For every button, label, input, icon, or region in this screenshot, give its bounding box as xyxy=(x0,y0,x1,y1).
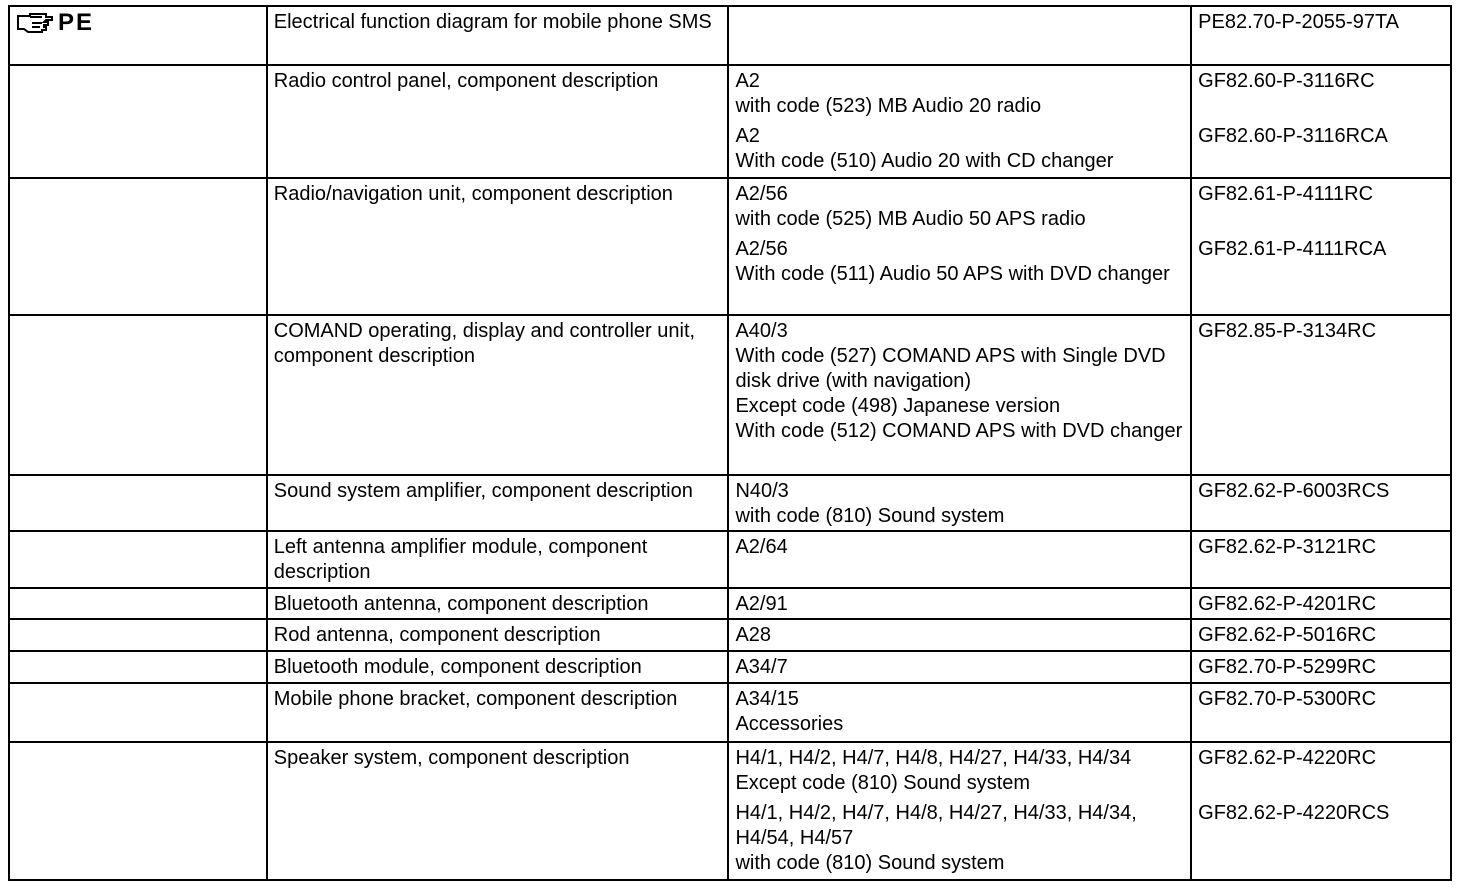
document-cell xyxy=(1191,315,1451,475)
description-cell: Bluetooth antenna, component description xyxy=(267,588,729,619)
component-line: A28 xyxy=(735,624,772,646)
component-line: With code (510) Audio 20 with CD changer xyxy=(735,150,1114,172)
component-entry xyxy=(735,124,1185,174)
ref-type-cell xyxy=(9,315,267,475)
pointing-hand-icon xyxy=(16,12,54,34)
component-entry xyxy=(735,623,1185,648)
component-line: Except code (498) Japanese version xyxy=(735,395,1061,417)
document-reference-link[interactable]: GF82.70-P-5300RC xyxy=(1198,688,1377,710)
description-cell: Radio/navigation unit, component description xyxy=(267,178,729,315)
document-reference-link[interactable]: GF82.85-P-3134RC xyxy=(1198,320,1377,342)
component-cell xyxy=(728,178,1191,315)
table-row xyxy=(9,588,1451,619)
component-line: with code (810) Sound system xyxy=(735,852,1005,874)
document-cell xyxy=(1191,742,1451,880)
document-reference-link[interactable]: GF82.61-P-4111RCA xyxy=(1198,238,1387,260)
component-cell xyxy=(728,619,1191,651)
component-line: A2/91 xyxy=(735,593,788,615)
reference-table xyxy=(8,5,1452,881)
ref-type-cell xyxy=(9,742,267,880)
document-cell xyxy=(1191,6,1451,65)
reference-table-body xyxy=(9,6,1451,880)
component-entry xyxy=(735,237,1185,287)
table-row xyxy=(9,475,1451,531)
component-line: Accessories xyxy=(735,713,844,735)
ref-type-cell xyxy=(9,65,267,178)
component-cell xyxy=(728,683,1191,742)
table-row xyxy=(9,683,1451,742)
component-line: N40/3 xyxy=(735,480,789,502)
component-line: with code (525) MB Audio 50 APS radio xyxy=(735,208,1086,230)
document-reference-link[interactable]: GF82.70-P-5299RC xyxy=(1198,656,1377,678)
description-cell: Bluetooth module, component description xyxy=(267,651,729,683)
description-cell: Sound system amplifier, component description xyxy=(267,475,729,531)
component-line: H4/1, H4/2, H4/7, H4/8, H4/27, H4/33, H4/34, H4/54, H4/57 xyxy=(735,802,1137,849)
component-line: A2 xyxy=(735,70,760,92)
component-line: A2/56 xyxy=(735,183,788,205)
component-line: A2/56 xyxy=(735,238,788,260)
document-reference-link[interactable]: GF82.62-P-6003RCS xyxy=(1198,480,1390,502)
component-entry xyxy=(735,801,1185,876)
table-row xyxy=(9,65,1451,178)
ref-type-cell xyxy=(9,531,267,588)
component-entry xyxy=(735,69,1185,119)
document-reference-link[interactable]: PE82.70-P-2055-97TA xyxy=(1198,11,1400,33)
document-cell xyxy=(1191,475,1451,531)
document-reference-link[interactable]: GF82.60-P-3116RCA xyxy=(1198,125,1388,147)
document-cell xyxy=(1191,651,1451,683)
table-row xyxy=(9,178,1451,315)
component-line: A34/15 xyxy=(735,688,799,710)
component-line: A2/64 xyxy=(735,536,788,558)
document-cell xyxy=(1191,588,1451,619)
description-cell: Electrical function diagram for mobile phone SMS xyxy=(267,6,729,65)
pe-reference-marker xyxy=(16,10,261,35)
document-reference-link[interactable]: GF82.61-P-4111RC xyxy=(1198,183,1374,205)
document-cell xyxy=(1191,531,1451,588)
ref-type-cell xyxy=(9,475,267,531)
ref-type-cell xyxy=(9,683,267,742)
component-cell xyxy=(728,742,1191,880)
component-line: Except code (810) Sound system xyxy=(735,772,1031,794)
component-cell xyxy=(728,475,1191,531)
component-line: With code (527) COMAND APS with Single DVD disk drive (with navigation) xyxy=(735,345,1166,392)
document-reference-link[interactable]: GF82.62-P-4220RCS xyxy=(1198,802,1390,824)
component-entry xyxy=(735,319,1185,444)
description-cell: Rod antenna, component description xyxy=(267,619,729,651)
description-cell: Mobile phone bracket, component description xyxy=(267,683,729,742)
component-entry xyxy=(735,746,1185,796)
component-cell xyxy=(728,6,1191,65)
component-line: A40/3 xyxy=(735,320,788,342)
ref-type-cell xyxy=(9,588,267,619)
table-row xyxy=(9,315,1451,475)
document-reference-link[interactable]: GF82.60-P-3116RC xyxy=(1198,70,1375,92)
table-row xyxy=(9,651,1451,683)
component-line: with code (523) MB Audio 20 radio xyxy=(735,95,1042,117)
document-reference-link[interactable]: GF82.62-P-4201RC xyxy=(1198,593,1377,615)
component-cell xyxy=(728,651,1191,683)
component-line: H4/1, H4/2, H4/7, H4/8, H4/27, H4/33, H4/34 xyxy=(735,747,1132,769)
document-reference-link[interactable]: GF82.62-P-3121RC xyxy=(1198,536,1377,558)
table-row xyxy=(9,742,1451,880)
ref-type-cell xyxy=(9,178,267,315)
document-cell xyxy=(1191,65,1451,178)
document-cell xyxy=(1191,683,1451,742)
ref-type-cell xyxy=(9,651,267,683)
component-cell xyxy=(728,65,1191,178)
document-reference-link[interactable]: GF82.62-P-4220RC xyxy=(1198,747,1377,769)
pe-label: PE xyxy=(58,9,95,36)
component-line: A34/7 xyxy=(735,656,788,678)
table-row xyxy=(9,531,1451,588)
document-cell xyxy=(1191,178,1451,315)
component-cell xyxy=(728,531,1191,588)
component-entry xyxy=(735,655,1185,680)
component-cell xyxy=(728,315,1191,475)
component-line: With code (511) Audio 50 APS with DVD changer xyxy=(735,263,1170,285)
table-row xyxy=(9,6,1451,65)
component-line: A2 xyxy=(735,125,760,147)
component-line: with code (810) Sound system xyxy=(735,505,1005,527)
description-cell: Left antenna amplifier module, component description xyxy=(267,531,729,588)
component-entry xyxy=(735,592,1185,617)
component-entry xyxy=(735,479,1185,529)
component-entry xyxy=(735,535,1185,560)
component-cell xyxy=(728,588,1191,619)
description-cell: Radio control panel, component description xyxy=(267,65,729,178)
description-cell: COMAND operating, display and controller unit, component description xyxy=(267,315,729,475)
document-cell xyxy=(1191,619,1451,651)
component-entry xyxy=(735,182,1185,232)
document-reference-link[interactable]: GF82.62-P-5016RC xyxy=(1198,624,1377,646)
ref-type-cell xyxy=(9,6,267,65)
ref-type-cell xyxy=(9,619,267,651)
description-cell: Speaker system, component description xyxy=(267,742,729,880)
component-line: With code (512) COMAND APS with DVD changer xyxy=(735,420,1183,442)
table-row xyxy=(9,619,1451,651)
component-entry xyxy=(735,687,1185,737)
